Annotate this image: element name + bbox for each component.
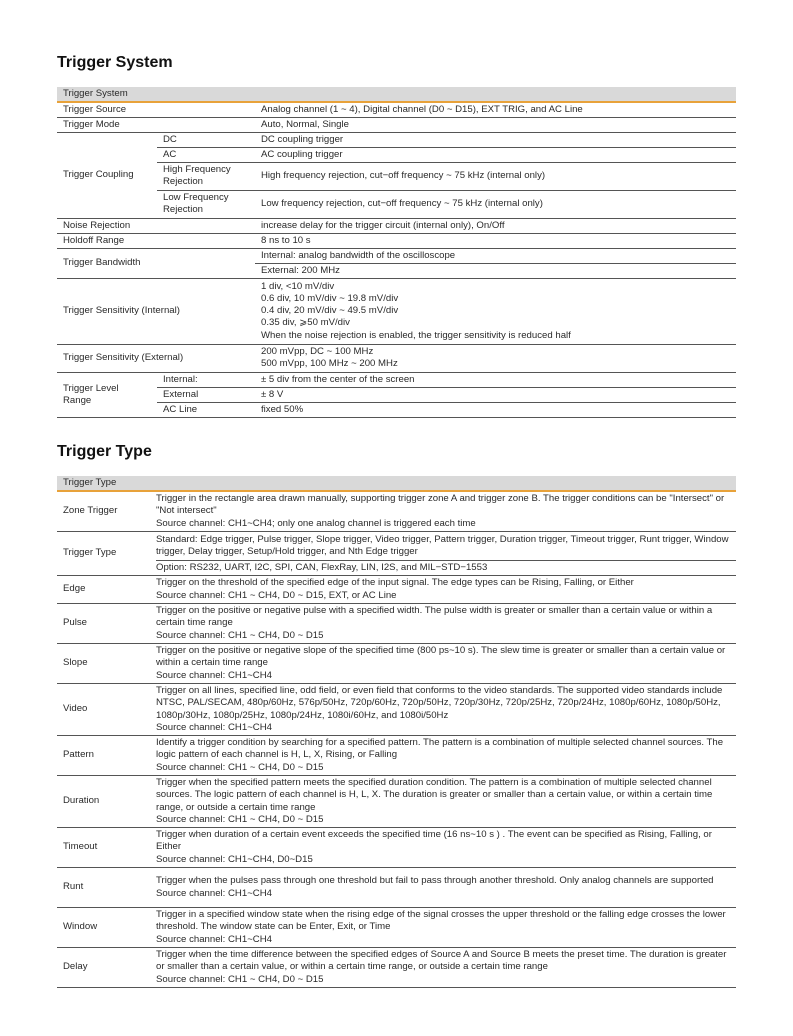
row-label: Noise Rejection	[57, 218, 255, 233]
row-value: Trigger when the specified pattern meets the specified duration condition. The pattern is a combination of multiple selected channel sources. The logic pattern of each channel is H, L, X. The duration is greater or smaller than a certain value, or within a certain time range, or outside a certain time range Source channel: CH1 ~ CH4, D0 ~ D15	[156, 776, 736, 828]
row-value: Trigger in a specified window state when the rising edge of the signal crosses the upper threshold or the falling edge crosses the lower threshold. The window state can be Enter, Exit, or Time Source channel: CH1~CH4	[156, 908, 736, 948]
row-label: Timeout	[57, 828, 156, 868]
trigger-type-table	[57, 476, 736, 988]
row-value: Identify a trigger condition by searching for a specified pattern. The pattern is a combination of multiple selected channel sources. The logic pattern of each channel is H, L, X, Rising, or Falling Source channel: CH1 ~ CH4, D0 ~ D15	[156, 736, 736, 776]
trigger-type-title: Trigger Type	[57, 443, 152, 460]
row-value: Internal: analog bandwidth of the oscilloscope	[255, 248, 736, 263]
row-value: 200 mVpp, DC ~ 100 MHz 500 mVpp, 100 MHz ~ 200 MHz	[255, 344, 736, 372]
sub-label: DC	[157, 132, 255, 147]
row-label: Trigger Mode	[57, 117, 255, 132]
row-value: ± 8 V	[255, 387, 736, 402]
row-value: Trigger when the pulses pass through one threshold but fail to pass through another threshold. Only analog channels are supported Source channel: CH1~CH4	[156, 868, 736, 908]
table-header: Trigger Type	[57, 476, 736, 491]
row-value: Trigger when duration of a certain event exceeds the specified time (16 ns~10 s ) . The event can be specified as Rising, Falling, or Either Source channel: CH1~CH4, D0~D15	[156, 828, 736, 868]
row-label: Runt	[57, 868, 156, 908]
row-value: Trigger in the rectangle area drawn manually, supporting trigger zone A and trigger zone B. The trigger conditions can be "Intersect" or "Not intersect" Source channel: CH1~CH4; only one analog channel is triggered each time	[156, 491, 736, 531]
trigger-system-table	[57, 87, 736, 418]
row-value: Trigger on the positive or negative slope of the specified time (800 ps~10 s). The slew time is greater or smaller than a certain value or within a certain time range Source channel: CH1~CH4	[156, 644, 736, 684]
row-value: Trigger when the time difference between the specified edges of Source A and Source B meets the preset time. The duration is greater or smaller than a certain value, or within a certain time range, or outside a certain time range Source channel: CH1 ~ CH4, D0 ~ D15	[156, 948, 736, 988]
row-value: fixed 50%	[255, 402, 736, 417]
row-value: External: 200 MHz	[255, 263, 736, 278]
row-label: Holdoff Range	[57, 233, 255, 248]
row-label: Delay	[57, 948, 156, 988]
row-label: Trigger Sensitivity (External)	[57, 344, 255, 372]
sub-label: Internal:	[157, 372, 255, 387]
row-value: DC coupling trigger	[255, 132, 736, 147]
row-label: Trigger Sensitivity (Internal)	[57, 278, 255, 344]
sub-label: AC	[157, 147, 255, 162]
row-label: Pulse	[57, 604, 156, 644]
row-value: Analog channel (1 ~ 4), Digital channel (D0 ~ D15), EXT TRIG, and AC Line	[255, 102, 736, 117]
row-value: 1 div, <10 mV/div 0.6 div, 10 mV/div ~ 19.8 mV/div 0.4 div, 20 mV/div ~ 49.5 mV/div 0.35 div, ⩾50 mV/div When the noise rejection is enabled, the trigger sensitivity is reduced half	[255, 278, 736, 344]
sub-label: High Frequency Rejection	[157, 162, 255, 190]
row-label: Trigger Level Range	[57, 372, 157, 417]
row-label: Trigger Bandwidth	[57, 248, 255, 278]
row-label: Pattern	[57, 736, 156, 776]
row-value: Standard: Edge trigger, Pulse trigger, Slope trigger, Video trigger, Pattern trigger, Duration trigger, Timeout trigger, Runt trigger, Window trigger, Delay trigger, Setup/Hold trigger, and Nth Edge trigger	[156, 531, 736, 560]
row-value: Trigger on all lines, specified line, odd field, or even field that conforms to the video standards. The supported video standards include NTSC, PAL/SECAM, 480p/60Hz, 576p/50Hz, 720p/60Hz, 720p/50Hz, 720p/30Hz, 720p/25Hz, 720p/24Hz, 1080p/60Hz, 1080p/50Hz, 1080p/30Hz, 1080p/25Hz, 1080p/24Hz, 1080i/60Hz, and 1080i/50Hz Source channel: CH1~CH4	[156, 684, 736, 736]
row-value: increase delay for the trigger circuit (internal only), On/Off	[255, 218, 736, 233]
row-value: Option: RS232, UART, I2C, SPI, CAN, FlexRay, LIN, I2S, and MIL−STD−1553	[156, 560, 736, 575]
row-label: Duration	[57, 776, 156, 828]
row-value: 8 ns to 10 s	[255, 233, 736, 248]
row-label: Edge	[57, 576, 156, 604]
row-label: Video	[57, 684, 156, 736]
row-value: Trigger on the positive or negative pulse with a specified width. The pulse width is greater or smaller than a certain value or within a certain time range Source channel: CH1 ~ CH4, D0 ~ D15	[156, 604, 736, 644]
sub-label: AC Line	[157, 402, 255, 417]
sub-label: Low Frequency Rejection	[157, 190, 255, 218]
row-label: Trigger Coupling	[57, 132, 157, 218]
row-value: High frequency rejection, cut−off frequency ~ 75 kHz (internal only)	[255, 162, 736, 190]
row-label: Slope	[57, 644, 156, 684]
row-label: Trigger Source	[57, 102, 255, 117]
row-value: AC coupling trigger	[255, 147, 736, 162]
row-label: Trigger Type	[57, 531, 156, 575]
row-value: Low frequency rejection, cut−off frequency ~ 75 kHz (internal only)	[255, 190, 736, 218]
row-label: Zone Trigger	[57, 491, 156, 531]
table-header: Trigger System	[57, 87, 736, 102]
row-value: ± 5 div from the center of the screen	[255, 372, 736, 387]
row-value: Auto, Normal, Single	[255, 117, 736, 132]
trigger-system-title: Trigger System	[57, 54, 173, 71]
row-label: Window	[57, 908, 156, 948]
row-value: Trigger on the threshold of the specified edge of the input signal. The edge types can be Rising, Falling, or Either Source channel: CH1 ~ CH4, D0 ~ D15, EXT, or AC Line	[156, 576, 736, 604]
sub-label: External	[157, 387, 255, 402]
